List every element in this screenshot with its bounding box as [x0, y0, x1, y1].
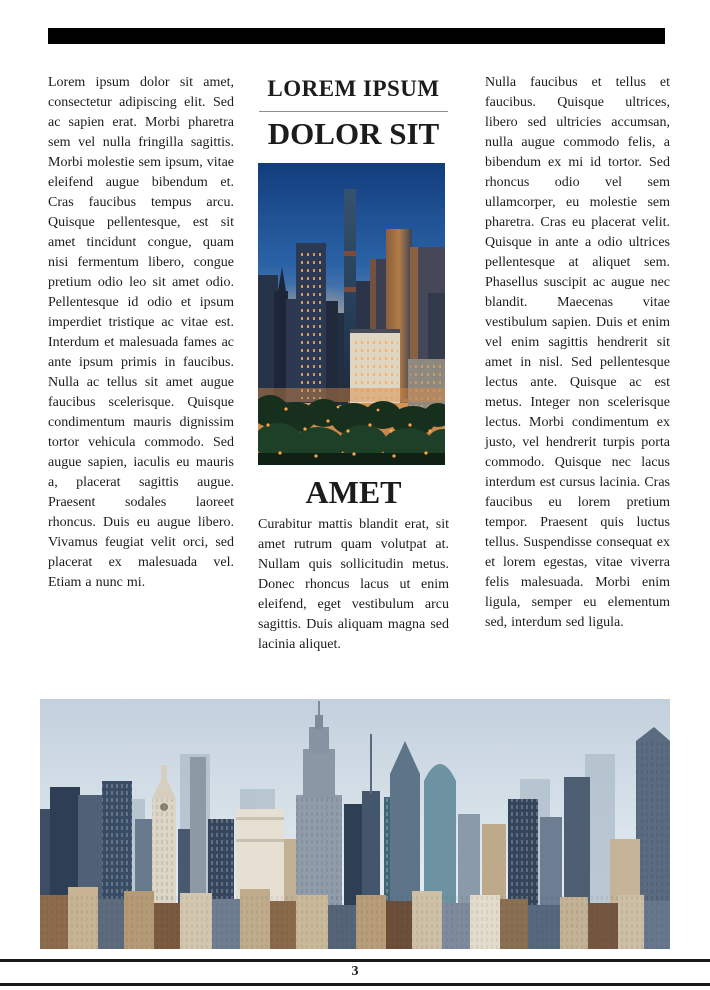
- article-columns: [48, 70, 670, 655]
- kicker-heading: LOREM IPSUM: [267, 76, 440, 101]
- article-text-left: Lorem ipsum dolor sit amet, consectetur adipiscing elit. Sed ac sapien erat. Morbi pharetra sem vel nulla fringilla sagittis. Morbi molestie sem ipsum, vitae eleifend augue bibendum et. Cras faucibus tempus arcu. Quisque pellentesque, est sit amet tincidunt congue, quam nisi fermentum libero, congue pretium odio leo sit amet odio. Pellentesque id odio et ipsum imperdiet tristique ac vitae est. Interdum et malesuada fames ac ante ipsum primis in faucibus. Nulla ac tellus sit amet augue faucibus scelerisque. Quisque condimentum mauris dignissim tortor vehicula commodo. Sed augue sapien, iaculis eu mauris a, placerat sagittis augue. Praesent sodales laoreet rhoncus. Duis eu augue libero. Vivamus feugiat velit orci, sed placerat ex malesuada vel. Etiam a nunc mi.: [48, 75, 234, 590]
- footer-rule-bottom: [0, 983, 710, 986]
- headline: DOLOR SIT: [267, 116, 440, 151]
- column-middle: [258, 70, 449, 655]
- subhead: AMET: [305, 474, 402, 510]
- article-text-middle: Curabitur mattis blandit erat, sit amet rutrum quam volutpat at. Nullam quis sollicitudin metus. Donec rhoncus lacus ut enim eleifend, eget vestibulum arcu sagittis. Duis aliquam magna sed lacinia aliquet.: [258, 517, 449, 652]
- page-number: 3: [351, 964, 359, 979]
- column-right: [485, 70, 670, 655]
- column-left: [48, 70, 234, 655]
- heading-divider: [259, 111, 448, 112]
- dusk-skyline-photo: [258, 163, 445, 465]
- article-text-right: Nulla faucibus et tellus et faucibus. Quisque ultrices, libero sed ultricies accumsan, nulla augue commodo felis, a bibendum ex mi id tortor. Sed rhoncus odio vel sem ullamcorper, eu molestie sem pharetra. Cras eu placerat velit. Quisque in ante a odio ultrices pellentesque at aliquet sem. Phasellus suscipit ac augue nec blandit. Maecenas vitae vestibulum sapien. Duis et enim vel enim sagittis hendrerit sit amet in nisl. Sed pellentesque lectus ante. Quisque ac est metus. Integer non scelerisque lectus. Morbi condimentum ex justo, vel hendrerit turpis porta commodo. Quisque nec lacus interdum est cursus lacinia. Cras faucibus eu lorem pretium tempor. Praesent quis luctus tellus. Suspendisse consequat ex et lorem egestas, vitae viverra felis malesuada. Morbi enim ligula, semper eu elementum sed, interdum sed ligula.: [485, 75, 670, 630]
- day-skyline-photo: [40, 699, 670, 949]
- masthead-bar: [48, 28, 665, 44]
- day-skyline-illustration: [40, 699, 670, 949]
- dusk-skyline-illustration: [258, 163, 445, 465]
